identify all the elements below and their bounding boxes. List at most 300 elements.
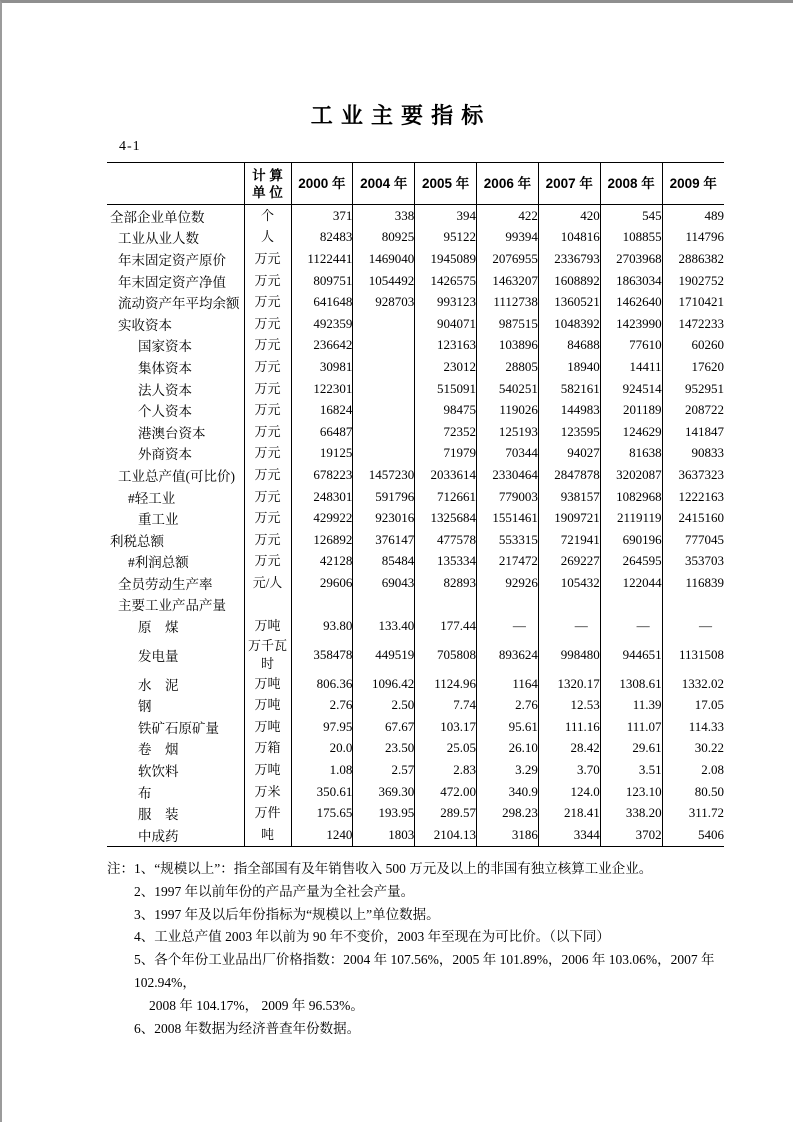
unit-cell: 个: [244, 205, 291, 227]
table-row: [107, 313, 724, 335]
value-cell: 125193: [477, 421, 539, 443]
value-cell: 1803: [353, 824, 415, 846]
value-cell: 806.36: [291, 673, 353, 695]
value-cell: 338: [353, 205, 415, 227]
table-row: [107, 759, 724, 781]
indicator-label: 水 泥: [138, 677, 179, 693]
unit-cell: 万吨: [244, 759, 291, 781]
indicator-label: 外商资本: [138, 447, 192, 463]
indicator-label: 服 装: [138, 807, 179, 823]
value-cell: 84688: [538, 335, 600, 357]
value-cell: 998480: [538, 637, 600, 673]
value-cell: 721941: [538, 529, 600, 551]
unit-cell: 万元: [244, 248, 291, 270]
footnote-line: 2、1997 年以前年份的产品产量为全社会产量。: [134, 883, 415, 899]
table-number: 4-1: [119, 139, 141, 154]
year-column-header: 2008 年: [600, 163, 662, 205]
value-cell: 777045: [662, 529, 724, 551]
value-cell: 2415160: [662, 507, 724, 529]
value-cell: 515091: [415, 378, 477, 400]
value-cell: 690196: [600, 529, 662, 551]
value-cell: 1469040: [353, 248, 415, 270]
value-cell: 712661: [415, 486, 477, 508]
value-cell: 29606: [291, 572, 353, 594]
table-row: [107, 378, 724, 400]
value-cell: 705808: [415, 637, 477, 673]
value-cell: 3.51: [600, 759, 662, 781]
indicator-label: 卷 烟: [138, 742, 179, 758]
indicator-label: 法人资本: [138, 382, 192, 398]
footnote-line: 4、工业总产值 2003 年以前为 90 年不变价，2003 年至现在为可比价。（以下同）: [134, 929, 610, 945]
value-cell: 1308.61: [600, 673, 662, 695]
value-cell: 2119119: [600, 507, 662, 529]
unit-cell: 人: [244, 227, 291, 249]
value-cell: [477, 594, 539, 616]
value-cell: 2330464: [477, 464, 539, 486]
value-cell: 193.95: [353, 802, 415, 824]
unit-column-header: 计 算 单 位: [244, 163, 291, 205]
value-cell: 2104.13: [415, 824, 477, 846]
value-cell: 42128: [291, 551, 353, 573]
value-cell: 369.30: [353, 781, 415, 803]
footnote-line: 注：1、“规模以上”：指全部国有及年销售收入 500 万元及以上的非国有独立核算工业企业。: [107, 861, 653, 876]
indicator-label: 原 煤: [138, 620, 179, 636]
value-cell: 122044: [600, 572, 662, 594]
unit-cell: 万元: [244, 335, 291, 357]
table-row: [107, 335, 724, 357]
value-cell: 924514: [600, 378, 662, 400]
footnote-line: 2008 年 104.17%， 2009 年 96.53%。: [149, 997, 364, 1013]
table-row: [107, 738, 724, 760]
unit-cell: 万吨: [244, 694, 291, 716]
footnotes: [107, 858, 747, 1040]
page-title: 工 业 主 要 指 标: [310, 103, 485, 128]
value-cell: 394: [415, 205, 477, 227]
value-cell: 72352: [415, 421, 477, 443]
value-cell: 124629: [600, 421, 662, 443]
table-row: [107, 673, 724, 695]
table-row: [107, 507, 724, 529]
value-cell: 2886382: [662, 248, 724, 270]
value-cell: 1332.02: [662, 673, 724, 695]
value-cell: 350.61: [291, 781, 353, 803]
indicator-label: 国家资本: [138, 339, 192, 355]
value-cell: 944651: [600, 637, 662, 673]
value-cell: 99394: [477, 227, 539, 249]
indicator-label: 布: [138, 785, 152, 801]
value-cell: 582161: [538, 378, 600, 400]
value-cell: 126892: [291, 529, 353, 551]
indicator-label: 中成药: [138, 828, 179, 844]
value-cell: 25.05: [415, 738, 477, 760]
table-row: [107, 356, 724, 378]
table-row: [107, 637, 724, 673]
value-cell: 1462640: [600, 291, 662, 313]
value-cell: 1082968: [600, 486, 662, 508]
indicators-table: [107, 162, 724, 847]
value-cell: 809751: [291, 270, 353, 292]
value-cell: 133.40: [353, 615, 415, 637]
value-cell: 2703968: [600, 248, 662, 270]
value-cell: [353, 313, 415, 335]
footnote-line: 6、2008 年数据为经济普查年份数据。: [134, 1020, 361, 1036]
value-cell: 114.33: [662, 716, 724, 738]
indicator-label: 发电量: [138, 648, 179, 664]
value-cell: 97.95: [291, 716, 353, 738]
indicator-label: 年末固定资产原价: [118, 252, 226, 268]
value-cell: 1457230: [353, 464, 415, 486]
value-cell: [538, 594, 600, 616]
value-cell: 3186: [477, 824, 539, 846]
table-row: [107, 529, 724, 551]
table-row: [107, 486, 724, 508]
unit-cell: 万元: [244, 551, 291, 573]
value-cell: 376147: [353, 529, 415, 551]
value-cell: 371: [291, 205, 353, 227]
value-cell: —: [662, 615, 724, 637]
value-cell: 1054492: [353, 270, 415, 292]
value-cell: 1112738: [477, 291, 539, 313]
value-cell: [415, 594, 477, 616]
value-cell: 477578: [415, 529, 477, 551]
value-cell: 3702: [600, 824, 662, 846]
value-cell: 217472: [477, 551, 539, 573]
value-cell: 23012: [415, 356, 477, 378]
table-row: [107, 594, 724, 616]
unit-cell: 万千瓦时: [244, 637, 291, 673]
value-cell: 1222163: [662, 486, 724, 508]
unit-cell: 万吨: [244, 615, 291, 637]
value-cell: [353, 335, 415, 357]
value-cell: 103896: [477, 335, 539, 357]
unit-cell: [244, 594, 291, 616]
value-cell: 3344: [538, 824, 600, 846]
value-cell: 420: [538, 205, 600, 227]
value-cell: 71979: [415, 443, 477, 465]
table-row: [107, 824, 724, 846]
value-cell: 123595: [538, 421, 600, 443]
value-cell: 779003: [477, 486, 539, 508]
value-cell: 952951: [662, 378, 724, 400]
value-cell: 422: [477, 205, 539, 227]
value-cell: 1240: [291, 824, 353, 846]
value-cell: 1909721: [538, 507, 600, 529]
table-row: [107, 443, 724, 465]
value-cell: 23.50: [353, 738, 415, 760]
unit-cell: 万元: [244, 313, 291, 335]
indicator-label: 利税总额: [110, 533, 164, 549]
unit-cell: 万元: [244, 507, 291, 529]
value-cell: 141847: [662, 421, 724, 443]
value-cell: 104816: [538, 227, 600, 249]
value-cell: —: [477, 615, 539, 637]
value-cell: 69043: [353, 572, 415, 594]
year-column-header: 2007 年: [538, 163, 600, 205]
value-cell: 678223: [291, 464, 353, 486]
value-cell: 289.57: [415, 802, 477, 824]
value-cell: 3.70: [538, 759, 600, 781]
unit-cell: 万元: [244, 421, 291, 443]
value-cell: 95.61: [477, 716, 539, 738]
year-column-header: 2005 年: [415, 163, 477, 205]
value-cell: 135334: [415, 551, 477, 573]
value-cell: 98475: [415, 399, 477, 421]
unit-cell: 万吨: [244, 673, 291, 695]
unit-cell: 万吨: [244, 716, 291, 738]
value-cell: 17620: [662, 356, 724, 378]
table-row: [107, 781, 724, 803]
value-cell: 472.00: [415, 781, 477, 803]
value-cell: 80.50: [662, 781, 724, 803]
value-cell: 19125: [291, 443, 353, 465]
value-cell: 1710421: [662, 291, 724, 313]
table-body: [107, 205, 724, 847]
value-cell: 540251: [477, 378, 539, 400]
table-row: [107, 716, 724, 738]
value-cell: 2847878: [538, 464, 600, 486]
indicator-label: 重工业: [138, 512, 179, 528]
indicator-label: 软饮料: [138, 764, 179, 780]
value-cell: [662, 594, 724, 616]
table-row: [107, 291, 724, 313]
table-row: [107, 270, 724, 292]
value-cell: 12.53: [538, 694, 600, 716]
value-cell: 1551461: [477, 507, 539, 529]
value-cell: 28.42: [538, 738, 600, 760]
value-cell: 119026: [477, 399, 539, 421]
table-row: [107, 551, 724, 573]
value-cell: 248301: [291, 486, 353, 508]
value-cell: [353, 594, 415, 616]
value-cell: 82483: [291, 227, 353, 249]
unit-cell: 元/人: [244, 572, 291, 594]
value-cell: 218.41: [538, 802, 600, 824]
table-row: [107, 464, 724, 486]
value-cell: 103.17: [415, 716, 477, 738]
unit-cell: 万米: [244, 781, 291, 803]
value-cell: 2.08: [662, 759, 724, 781]
value-cell: 987515: [477, 313, 539, 335]
value-cell: 14411: [600, 356, 662, 378]
value-cell: 1048392: [538, 313, 600, 335]
value-cell: 1863034: [600, 270, 662, 292]
value-cell: 269227: [538, 551, 600, 573]
table-row: [107, 615, 724, 637]
unit-cell: 万元: [244, 529, 291, 551]
value-cell: 904071: [415, 313, 477, 335]
value-cell: 923016: [353, 507, 415, 529]
indicator-label: 年末固定资产净值: [118, 274, 226, 290]
unit-cell: 万元: [244, 443, 291, 465]
value-cell: 311.72: [662, 802, 724, 824]
value-cell: [353, 399, 415, 421]
value-cell: 7.74: [415, 694, 477, 716]
value-cell: 1472233: [662, 313, 724, 335]
value-cell: 82893: [415, 572, 477, 594]
indicator-label: 全部企业单位数: [110, 209, 205, 225]
unit-cell: 万元: [244, 399, 291, 421]
indicator-label: 集体资本: [138, 360, 192, 376]
value-cell: 2.57: [353, 759, 415, 781]
value-cell: 236642: [291, 335, 353, 357]
value-cell: 20.0: [291, 738, 353, 760]
indicator-label: #利润总额: [128, 555, 189, 571]
value-cell: 1122441: [291, 248, 353, 270]
year-column-header: 2000 年: [291, 163, 353, 205]
value-cell: 893624: [477, 637, 539, 673]
footnote-line: 3、1997 年及以后年份指标为“规模以上”单位数据。: [134, 906, 440, 922]
value-cell: 70344: [477, 443, 539, 465]
value-cell: 338.20: [600, 802, 662, 824]
value-cell: 111.07: [600, 716, 662, 738]
value-cell: 358478: [291, 637, 353, 673]
value-cell: 340.9: [477, 781, 539, 803]
value-cell: 1360521: [538, 291, 600, 313]
value-cell: 1426575: [415, 270, 477, 292]
unit-cell: 万元: [244, 356, 291, 378]
value-cell: 30981: [291, 356, 353, 378]
value-cell: 2076955: [477, 248, 539, 270]
table-row: [107, 802, 724, 824]
value-cell: 1902752: [662, 270, 724, 292]
value-cell: 2336793: [538, 248, 600, 270]
value-cell: 123163: [415, 335, 477, 357]
unit-cell: 万元: [244, 270, 291, 292]
value-cell: 3637323: [662, 464, 724, 486]
indicator-label: #轻工业: [128, 490, 176, 506]
value-cell: 2.76: [477, 694, 539, 716]
value-cell: 108855: [600, 227, 662, 249]
value-cell: [353, 378, 415, 400]
unit-cell: 万元: [244, 378, 291, 400]
indicator-label: 港澳台资本: [138, 425, 206, 441]
value-cell: 85484: [353, 551, 415, 573]
indicator-label: 铁矿石原矿量: [138, 720, 219, 736]
value-cell: 1320.17: [538, 673, 600, 695]
value-cell: 93.80: [291, 615, 353, 637]
indicator-label: 主要工业产品产量: [118, 598, 226, 614]
value-cell: 928703: [353, 291, 415, 313]
value-cell: 553315: [477, 529, 539, 551]
unit-cell: 万箱: [244, 738, 291, 760]
value-cell: 2.76: [291, 694, 353, 716]
unit-cell: 吨: [244, 824, 291, 846]
table-row: [107, 227, 724, 249]
value-cell: 16824: [291, 399, 353, 421]
value-cell: 938157: [538, 486, 600, 508]
value-cell: 116839: [662, 572, 724, 594]
year-column-header: 2004 年: [353, 163, 415, 205]
indicator-label: 实收资本: [118, 317, 172, 333]
value-cell: 2.83: [415, 759, 477, 781]
indicator-label: 钢: [138, 699, 152, 715]
value-cell: 201189: [600, 399, 662, 421]
indicator-label: 工业从业人数: [118, 231, 199, 247]
value-cell: 208722: [662, 399, 724, 421]
value-cell: 144983: [538, 399, 600, 421]
year-column-header: 2009 年: [662, 163, 724, 205]
unit-cell: 万元: [244, 291, 291, 313]
unit-cell: 万元: [244, 464, 291, 486]
value-cell: 298.23: [477, 802, 539, 824]
value-cell: 1164: [477, 673, 539, 695]
value-cell: 124.0: [538, 781, 600, 803]
value-cell: 80925: [353, 227, 415, 249]
value-cell: 429922: [291, 507, 353, 529]
value-cell: 3.29: [477, 759, 539, 781]
value-cell: 66487: [291, 421, 353, 443]
value-cell: 353703: [662, 551, 724, 573]
value-cell: [353, 356, 415, 378]
value-cell: 1608892: [538, 270, 600, 292]
value-cell: 77610: [600, 335, 662, 357]
value-cell: 60260: [662, 335, 724, 357]
value-cell: 81638: [600, 443, 662, 465]
value-cell: 1325684: [415, 507, 477, 529]
value-cell: 1131508: [662, 637, 724, 673]
value-cell: 122301: [291, 378, 353, 400]
indicator-label: 流动资产年平均余额: [118, 296, 240, 312]
value-cell: 1124.96: [415, 673, 477, 695]
value-cell: 492359: [291, 313, 353, 335]
value-cell: 2.50: [353, 694, 415, 716]
value-cell: —: [538, 615, 600, 637]
value-cell: 90833: [662, 443, 724, 465]
value-cell: 1423990: [600, 313, 662, 335]
indicator-label: 全员劳动生产率: [118, 576, 213, 592]
value-cell: —: [600, 615, 662, 637]
year-column-header: 2006 年: [477, 163, 539, 205]
value-cell: 1.08: [291, 759, 353, 781]
value-cell: 1945089: [415, 248, 477, 270]
table-row: [107, 248, 724, 270]
table-row: [107, 421, 724, 443]
table-row: [107, 205, 724, 227]
value-cell: [600, 594, 662, 616]
value-cell: 111.16: [538, 716, 600, 738]
unit-cell: 万元: [244, 486, 291, 508]
indicator-column-header: [107, 163, 244, 205]
value-cell: 67.67: [353, 716, 415, 738]
value-cell: 1096.42: [353, 673, 415, 695]
unit-cell: 万件: [244, 802, 291, 824]
value-cell: 177.44: [415, 615, 477, 637]
value-cell: 3202087: [600, 464, 662, 486]
value-cell: 449519: [353, 637, 415, 673]
value-cell: 94027: [538, 443, 600, 465]
value-cell: 5406: [662, 824, 724, 846]
value-cell: 591796: [353, 486, 415, 508]
indicator-label: 个人资本: [138, 404, 192, 420]
value-cell: [353, 421, 415, 443]
table-row: [107, 694, 724, 716]
footnote-line: 5、各个年份工业品出厂价格指数：2004 年 107.56%，2005 年 101.89%，2006 年 103.06%，2007 年 102.94%，: [134, 952, 715, 990]
value-cell: 92926: [477, 572, 539, 594]
indicator-label: 工业总产值(可比价): [118, 468, 235, 484]
value-cell: 264595: [600, 551, 662, 573]
value-cell: [291, 594, 353, 616]
value-cell: 11.39: [600, 694, 662, 716]
value-cell: 17.05: [662, 694, 724, 716]
value-cell: 175.65: [291, 802, 353, 824]
value-cell: 2033614: [415, 464, 477, 486]
value-cell: 114796: [662, 227, 724, 249]
value-cell: 489: [662, 205, 724, 227]
value-cell: 28805: [477, 356, 539, 378]
value-cell: 30.22: [662, 738, 724, 760]
value-cell: 29.61: [600, 738, 662, 760]
value-cell: 1463207: [477, 270, 539, 292]
